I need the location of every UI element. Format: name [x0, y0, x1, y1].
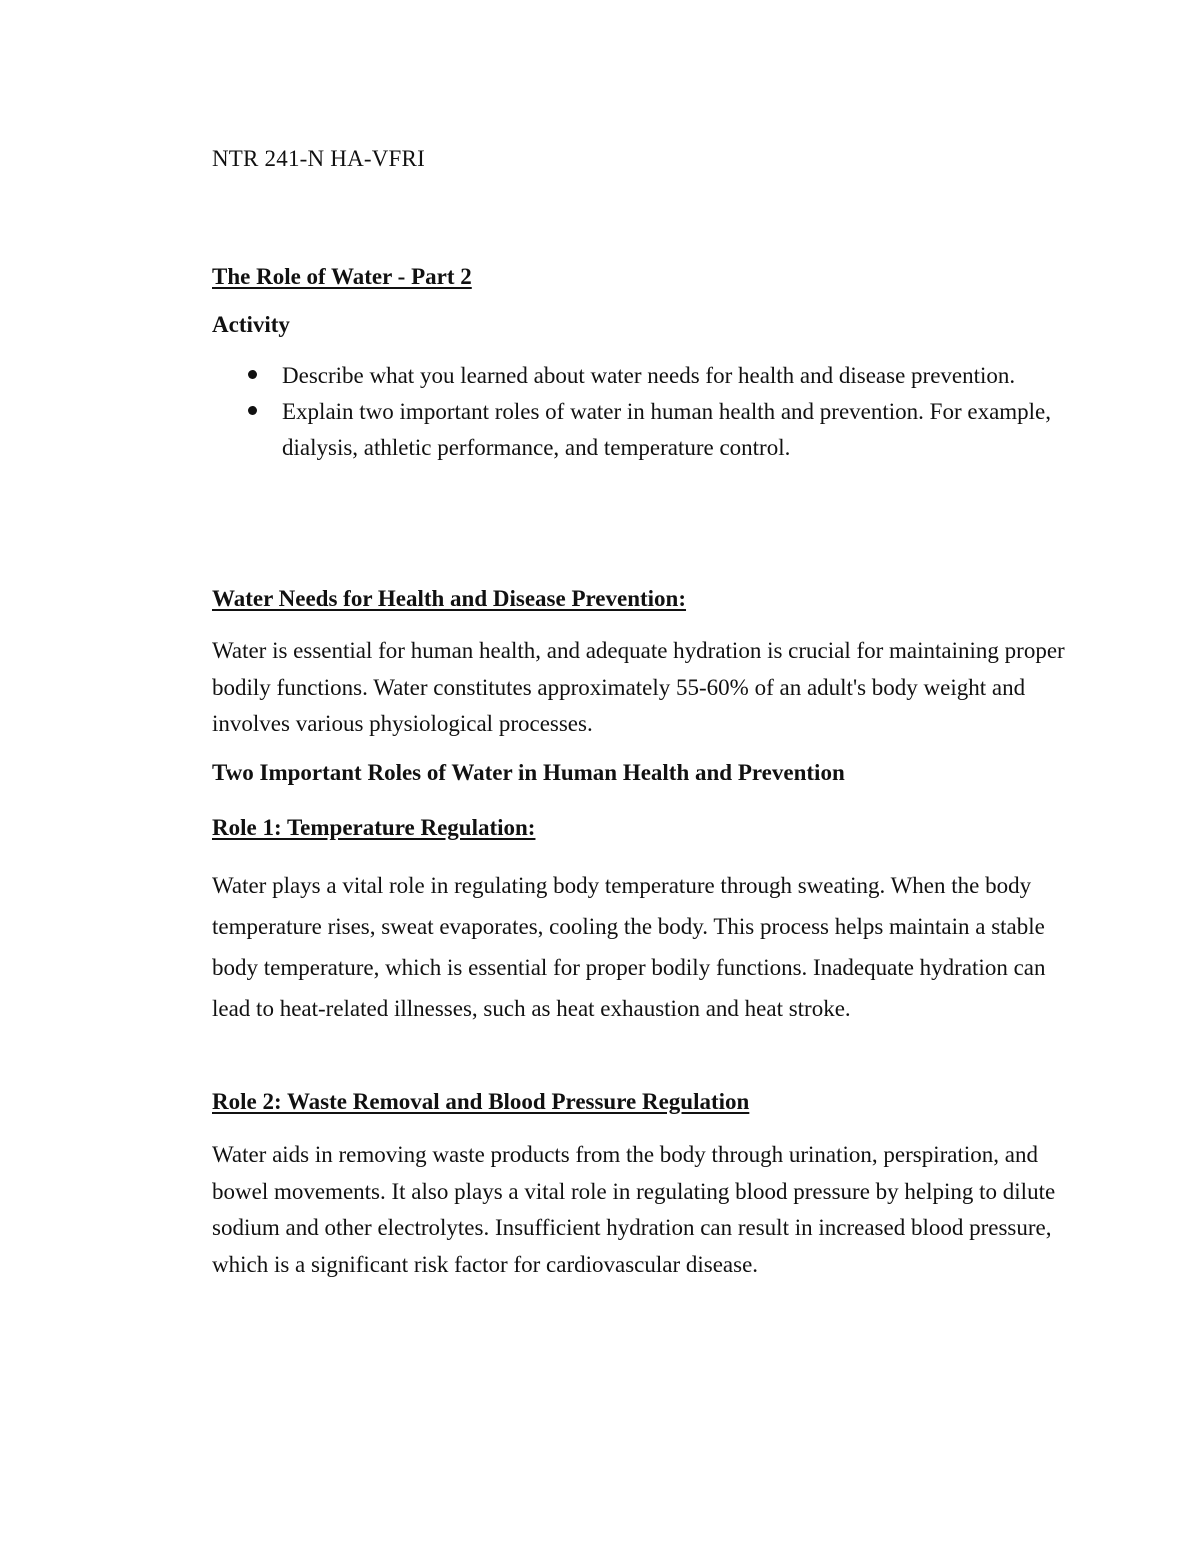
activity-bullet-list [212, 358, 1072, 466]
activity-bullet-text: Explain two important roles of water in human health and prevention. For example, dialysis, athletic performance, and temperature control. [282, 399, 1052, 460]
activity-heading: Activity [212, 312, 290, 337]
section-needs-body: Water is essential for human health, and adequate hydration is crucial for maintaining proper bodily functions. Water constitutes approximately 55-60% of an adult's body weight and involves various physiological processes. [212, 638, 1065, 736]
document-title: The Role of Water - Part 2 [212, 264, 472, 289]
activity-bullet-item [212, 358, 1072, 394]
section-needs-heading: Water Needs for Health and Disease Prevention: [212, 586, 687, 611]
role1-body: Water plays a vital role in regulating body temperature through sweating. When the body temperature rises, sweat evaporates, cooling the body. This process helps maintain a stable body temperature, which is essential for proper bodily functions. Inadequate hydration can lead to heat-related illnesses, such as heat exhaustion and heat stroke. [212, 873, 1046, 1021]
activity-bullet-item [212, 394, 1072, 466]
activity-bullet-text: Describe what you learned about water needs for health and disease prevention. [282, 363, 1016, 388]
role2-heading: Role 2: Waste Removal and Blood Pressure Regulation [212, 1089, 750, 1114]
bullet-icon [248, 406, 257, 415]
two-roles-heading: Two Important Roles of Water in Human Health and Prevention [212, 760, 845, 785]
bullet-icon [248, 370, 257, 379]
role1-heading: Role 1: Temperature Regulation: [212, 815, 536, 840]
course-code: NTR 241-N HA-VFRI [212, 146, 425, 171]
role2-body: Water aids in removing waste products from the body through urination, perspiration, and bowel movements. It also plays a vital role in regulating blood pressure by helping to dilute sodium and other electrolytes. Insufficient hydration can result in increased blood pressure, which is a significant risk factor for cardiovascular disease. [212, 1142, 1056, 1277]
